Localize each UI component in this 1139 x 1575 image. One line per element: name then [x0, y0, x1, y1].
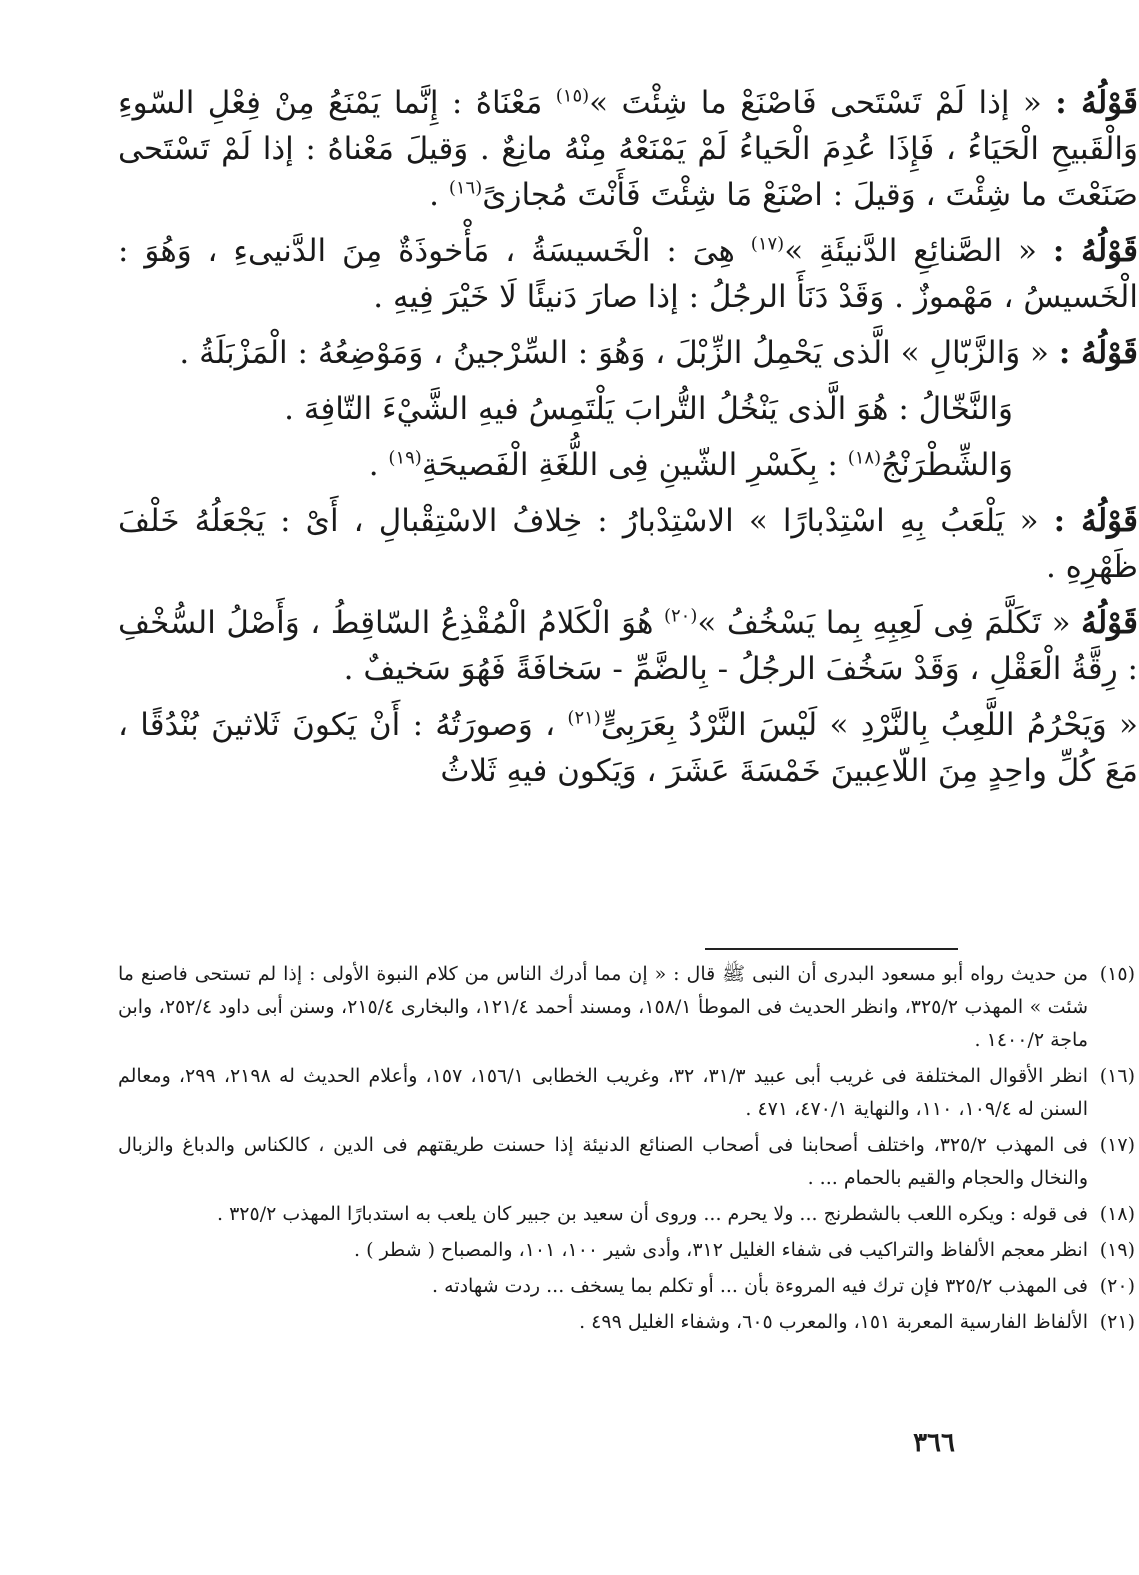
paragraph-text: وَالنَّخّالُ : هُوَ الَّذى يَنْخُلُ التُّرابَ يَلْتَمِسُ فيهِ الشَّيْءَ التّافِهَ . — [284, 391, 1013, 427]
paragraph-lead: قَوْلُهُ : — [1052, 233, 1138, 269]
footnote-text: انظر الأقوال المختلفة فى غريب أبى عبيد ٣١/٣، ٣٢، وغريب الخطابى ١٥٦/١، ١٥٧، وأعلام الحديث له ٢١٩٨، ٢٩٩، ومعالم السنن له ١٠٩/٤، ١١٠، والنهاية ٤٧٠/١، ٤٧١ . — [118, 1065, 1089, 1120]
footnote-number: (١٥) — [1099, 963, 1135, 985]
paragraph-2 — [118, 228, 1138, 320]
paragraph-text-continued: ، وَصورَتُهُ : أَنْ يَكونَ ثَلاثينَ بُنْدُقًا ، مَعَ كُلِّ واحِدٍ مِنَ اللّاعِبينَ خَمْسَةَ عَشَرَ ، وَيَكون فيهِ ثَلاثُ — [118, 707, 1138, 789]
quoted-phrase: « وَيَحْرُمُ اللَّعِبُ بِالنَّرْدِ » — [829, 707, 1138, 743]
footnote — [118, 1060, 1135, 1126]
footnote-ref: (١٩) — [388, 447, 422, 469]
footnote — [118, 958, 1135, 1057]
paragraph-lead: قَوْلُهُ — [1081, 605, 1138, 641]
paragraph-text: الَّذى يَحْمِلُ الزِّبْلَ ، وَهُوَ : السِّرْجينُ ، وَمَوْضِعُهُ : الْمَزْبَلَةُ . — [179, 335, 891, 371]
quoted-phrase: « إذا لَمْ تَسْتَحى فَاصْنَعْ ما شِئْتَ » — [589, 85, 1042, 121]
paragraph-text-continued: : بِكَسْرِ الشّينِ فِى اللُّغَةِ الْفَصيحَةِ — [421, 447, 848, 483]
footnote-text: فى المهذب ٣٢٥/٢، واختلف أصحابنا فى أصحاب الصنائع الدنيئة إذا حسنت طريقتهم فى الدين ، كالكناس والدباغ والزبال والنخال والحجام والقيم بالحمام ... . — [118, 1134, 1088, 1189]
paragraph-text: الاسْتِدْبارُ : خِلافُ الاسْتِقْبالِ ، أَىْ : يَجْعَلُهُ خَلْفَ ظَهْرِهِ . — [118, 503, 1138, 585]
footnote-ref: (١٦) — [448, 177, 483, 199]
footnote — [118, 1129, 1135, 1195]
paragraph-lead: قَوْلُهُ : — [1055, 85, 1138, 121]
footnote — [118, 1270, 1135, 1303]
paragraph-text: مَعْنَاهُ : إِنَّما يَمْنَعُ مِنْ فِعْلِ السّوءِ وَالْقَبيحِ الْحَيَاءُ ، فَإِذَا عُدِمَ الْحَياءُ لَمْ يَمْنَعْهُ مِنْهُ مانِعٌ . وَقيلَ مَعْناهُ : إذا لَمْ تَسْتَحى صَنَعْتَ ما شِئْتَ ، وَقيلَ : اصْنَعْ مَا شِئْتَ فَأَنْتَ مُجازىً — [118, 85, 1138, 213]
paragraph-7 — [118, 600, 1138, 692]
footnote-ref: (٢٠) — [663, 605, 698, 627]
footnote-number: (١٦) — [1099, 1065, 1135, 1087]
page-number: ٣٦٦ — [913, 1428, 955, 1458]
paragraph-6 — [118, 498, 1138, 590]
footnotes — [118, 958, 1135, 1342]
quoted-phrase: « الصَّنائِعِ الدَّنيئَةِ » — [784, 233, 1037, 269]
footnote-number: (٢١) — [1099, 1311, 1135, 1333]
paragraph-1 — [118, 80, 1138, 218]
paragraph-3 — [118, 330, 1138, 376]
footnote-text: فى قوله : ويكره اللعب بالشطرنج ... ولا يحرم ... وروى أن سعيد بن جبير كان يلعب به استدبارًا المهذب ٣٢٥/٢ . — [216, 1203, 1088, 1225]
paragraph-text: هُوَ الْكَلامُ الْمُقْذِعُ السّاقِطُ ، وَأَصْلُ السُّخْفِ : رِقَّةُ الْعَقْلِ ، وَقَدْ سَخُفَ الرجُلُ - بِالضَّمِّ - سَخافَةً فَهُوَ سَخيفٌ . — [118, 605, 1138, 687]
paragraph-tail: . — [368, 447, 389, 483]
paragraph-text: هِىَ : الْخَسيسَةُ ، مَأْخوذَةٌ مِنَ الدَّنيىءِ ، وَهُوَ : الْخَسيسُ ، مَهْموزٌ . وَقَدْ دَنَأَ الرجُلُ : إذا صارَ دَنيئًا لَا خَيْرَ فِيهِ . — [118, 233, 1138, 315]
footnote-number: (٢٠) — [1099, 1275, 1135, 1297]
quoted-phrase: « وَالزَّبّالِ » — [900, 335, 1049, 371]
footnote — [118, 1234, 1135, 1267]
footnote-number: (١٩) — [1099, 1239, 1135, 1261]
footnote-text: من حديث رواه أبو مسعود البدرى أن النبى ﷺ قال : « إن مما أدرك الناس من كلام النبوة الأولى : إذا لم تستحى فاصنع ما شئت » المهذب ٣٢٥/٢، وانظر الحديث فى الموطأ ١٥٨/١، ومسند أحمد ١٢١/٤، والبخارى ٢١٥/٤، وسنن أبى داود ٢٥٢/٤، وابن ماجة ١٤٠٠/٢ . — [118, 963, 1088, 1051]
footnote — [118, 1306, 1135, 1339]
footnote-ref: (٢١) — [567, 707, 601, 729]
paragraph-tail: . — [429, 177, 449, 213]
footnote — [118, 1198, 1135, 1231]
footnote-number: (١٨) — [1099, 1203, 1135, 1225]
footnote-ref: (١٧) — [750, 233, 785, 255]
quoted-phrase: « يَلْعَبُ بِهِ اسْتِدْبارًا » — [748, 503, 1039, 539]
paragraph-4 — [118, 386, 1138, 432]
paragraph-text: وَالشِّطْرَنْجُ — [881, 447, 1013, 483]
main-text — [118, 80, 1138, 804]
footnote-text: فى المهذب ٣٢٥/٢ فإن ترك فيه المروءة بأن ... أو تكلم بما يسخف ... ردت شهادته . — [432, 1275, 1088, 1297]
footnote-separator — [705, 948, 958, 950]
paragraph-lead: قَوْلُهُ : — [1053, 503, 1139, 539]
footnote-ref: (١٥) — [555, 85, 590, 107]
footnote-ref: (١٨) — [847, 447, 882, 469]
paragraph-8 — [118, 702, 1138, 794]
footnote-text: الألفاظ الفارسية المعربة ١٥١، والمعرب ٦٠٥، وشفاء الغليل ٤٩٩ . — [579, 1311, 1088, 1333]
footnote-number: (١٧) — [1099, 1134, 1135, 1156]
paragraph-text: لَيْسَ النَّرْدُ بِعَرَبِىٍّ — [600, 707, 818, 743]
footnote-text: انظر معجم الألفاظ والتراكيب فى شفاء الغليل ٣١٢، وأدى شير ١٠٠، ١٠١، والمصباح ( شطر ) . — [354, 1239, 1088, 1261]
paragraph-lead: قَوْلُهُ : — [1058, 335, 1138, 371]
paragraph-5 — [118, 442, 1138, 488]
quoted-phrase: « تَكَلَّمَ فِى لَعِبِهِ بِما يَسْخُفُ » — [697, 605, 1071, 641]
